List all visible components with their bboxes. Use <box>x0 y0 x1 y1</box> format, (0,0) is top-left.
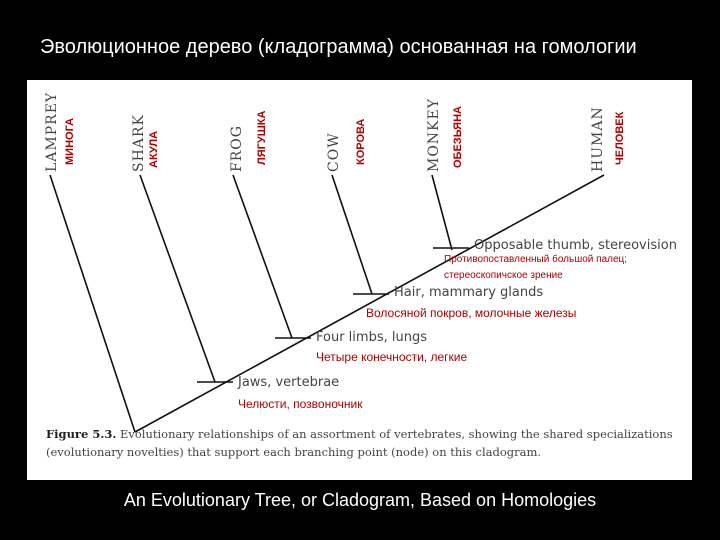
branch-cow <box>332 175 372 294</box>
node-label-ru-thumb-line1: Противопоставленный большой палец; <box>444 254 628 265</box>
taxon-label-human: HUMAN <box>590 106 606 172</box>
node-label-ru-thumb <box>444 252 627 284</box>
node-label-hair: Hair, mammary glands <box>394 285 544 300</box>
node-label-ru-limbs: Четыре конечности, легкие <box>316 350 468 364</box>
node-label-ru-jaws: Челюсти, позвоночник <box>238 397 363 411</box>
node-label-ru-thumb-line2: стереоскопичское зрение <box>444 270 563 281</box>
figure-label: Figure 5.3. <box>46 427 117 441</box>
branch-monkey <box>432 175 452 250</box>
taxon-label-ru-lamprey: МИНОГА <box>64 117 76 165</box>
figure-text: Evolutionary relationships of an assortment of vertebrates, showing the shared specializations (evolutionary novelties) that support each branching point (node) on this cladogram. <box>46 427 673 459</box>
taxon-label-shark: SHARK <box>131 114 147 172</box>
page-title: Эволюционное дерево (кладограмма) основанная на гомологии <box>40 36 637 58</box>
figure-caption <box>46 425 686 461</box>
taxon-label-ru-monkey: ОБЕЗЬЯНА <box>452 106 464 168</box>
node-label-jaws: Jaws, vertebrae <box>238 375 340 390</box>
taxon-label-lamprey: LAMPREY <box>44 91 60 172</box>
branch-shark <box>140 175 215 382</box>
branch-lamprey <box>50 175 135 432</box>
taxon-label-ru-frog: ЛЯГУШКА <box>256 110 268 165</box>
taxon-label-monkey: MONKEY <box>426 98 442 172</box>
node-label-ru-hair: Волосяной покров, молочные железы <box>366 306 577 320</box>
footer-caption: An Evolutionary Tree, or Cladogram, Based on Homologies <box>123 490 597 510</box>
taxon-label-cow: COW <box>326 132 342 172</box>
branch-frog <box>233 175 292 338</box>
node-label-thumb: Opposable thumb, stereovision <box>474 238 677 253</box>
taxon-label-ru-human: ЧЕЛОВЕК <box>614 111 626 165</box>
taxon-label-frog: FROG <box>229 125 245 172</box>
node-label-limbs: Four limbs, lungs <box>316 330 427 345</box>
taxon-label-ru-cow: КОРОВА <box>355 118 367 165</box>
trunk-line <box>135 175 604 432</box>
taxon-label-ru-shark: АКУЛА <box>148 130 160 168</box>
